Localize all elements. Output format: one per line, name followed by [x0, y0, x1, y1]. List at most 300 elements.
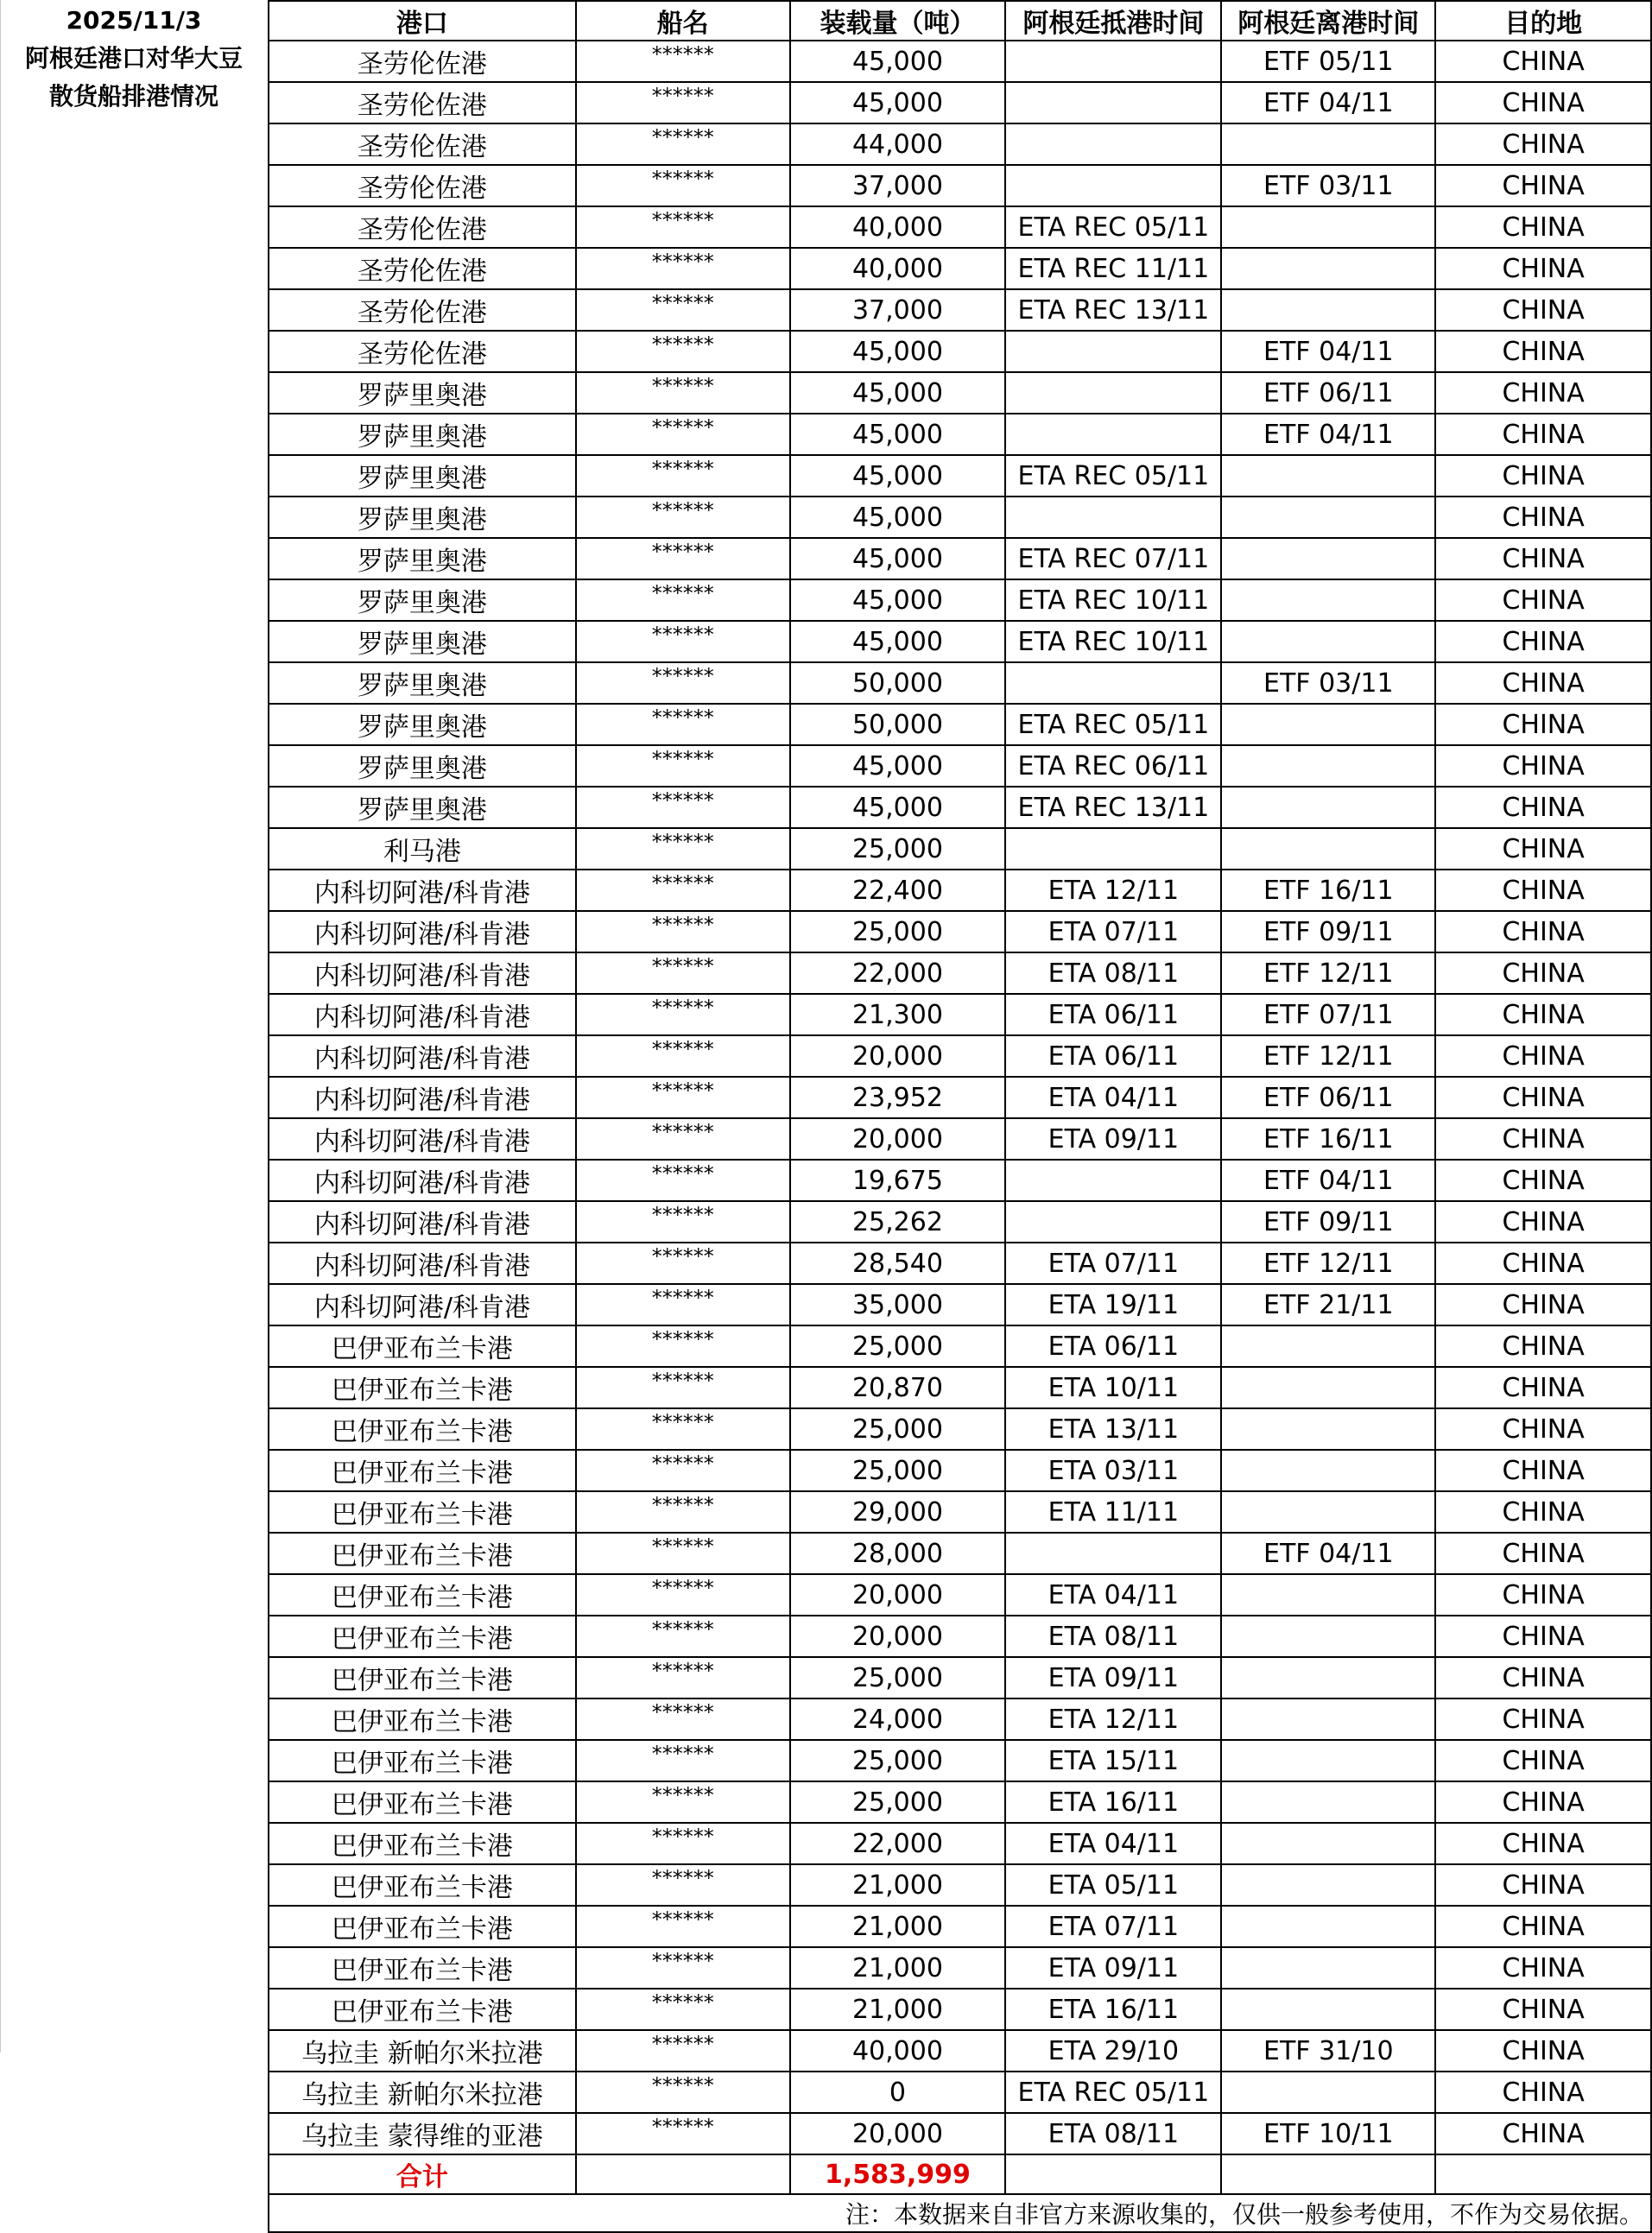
port-cell: 罗萨里奥港 — [269, 745, 576, 787]
ship-cell: ****** — [576, 579, 790, 621]
arrive-cell: ETA 07/11 — [1005, 1906, 1221, 1947]
load-cell: 22,400 — [790, 870, 1006, 911]
depart-cell — [1221, 497, 1435, 538]
depart-cell — [1221, 206, 1435, 248]
depart-cell — [1221, 621, 1435, 662]
table-row — [269, 1698, 1651, 1740]
load-cell: 24,000 — [790, 1698, 1006, 1740]
port-cell: 巴伊亚布兰卡港 — [269, 1325, 576, 1367]
arrive-cell: ETA REC 13/11 — [1005, 787, 1221, 828]
table-row — [269, 1118, 1651, 1160]
ship-cell: ****** — [576, 1077, 790, 1118]
header-load: 装载量（吨） — [790, 1, 1006, 41]
port-cell: 内科切阿港/科肯港 — [269, 1077, 576, 1118]
ship-cell: ****** — [576, 1781, 790, 1823]
table-row — [269, 1947, 1651, 1989]
arrive-cell: ETA REC 06/11 — [1005, 745, 1221, 787]
depart-cell — [1221, 538, 1435, 579]
dest-cell: CHINA — [1435, 1616, 1651, 1657]
load-cell: 40,000 — [790, 2030, 1006, 2072]
ship-cell: ****** — [576, 1574, 790, 1616]
arrive-cell: ETA 13/11 — [1005, 1408, 1221, 1450]
arrive-cell: ETA REC 07/11 — [1005, 538, 1221, 579]
load-cell: 19,675 — [790, 1160, 1006, 1201]
load-cell: 20,000 — [790, 2113, 1006, 2154]
load-cell: 50,000 — [790, 704, 1006, 745]
depart-cell — [1221, 1906, 1435, 1947]
port-cell: 巴伊亚布兰卡港 — [269, 1823, 576, 1864]
port-cell: 圣劳伦佐港 — [269, 41, 576, 82]
arrive-cell: ETA 05/11 — [1005, 1864, 1221, 1906]
load-cell: 25,000 — [790, 1657, 1006, 1698]
load-cell: 40,000 — [790, 248, 1006, 289]
ship-cell: ****** — [576, 2030, 790, 2072]
depart-cell — [1221, 1616, 1435, 1657]
table-row — [269, 1989, 1651, 2030]
ship-cell: ****** — [576, 745, 790, 787]
arrive-cell — [1005, 1201, 1221, 1243]
dest-cell: CHINA — [1435, 1243, 1651, 1284]
ship-cell: ****** — [576, 165, 790, 206]
port-cell: 巴伊亚布兰卡港 — [269, 1450, 576, 1491]
ship-cell: ****** — [576, 1864, 790, 1906]
depart-cell: ETF 03/11 — [1221, 165, 1435, 206]
load-cell: 45,000 — [790, 745, 1006, 787]
table-row — [269, 2113, 1651, 2154]
depart-cell — [1221, 1657, 1435, 1698]
ship-cell: ****** — [576, 1243, 790, 1284]
load-cell: 25,000 — [790, 911, 1006, 952]
arrive-cell — [1005, 1160, 1221, 1201]
port-cell: 罗萨里奥港 — [269, 662, 576, 704]
arrive-cell: ETA 04/11 — [1005, 1077, 1221, 1118]
arrive-cell — [1005, 123, 1221, 165]
arrive-cell: ETA 09/11 — [1005, 1118, 1221, 1160]
ship-cell: ****** — [576, 248, 790, 289]
load-cell: 45,000 — [790, 538, 1006, 579]
arrive-cell — [1005, 331, 1221, 372]
depart-cell: ETF 16/11 — [1221, 1118, 1435, 1160]
report-date: 2025/11/3 — [66, 6, 202, 35]
dest-cell: CHINA — [1435, 1698, 1651, 1740]
table-row — [269, 1284, 1651, 1325]
port-cell: 罗萨里奥港 — [269, 497, 576, 538]
ship-cell: ****** — [576, 1201, 790, 1243]
depart-cell: ETF 12/11 — [1221, 1035, 1435, 1077]
depart-cell — [1221, 787, 1435, 828]
dest-cell: CHINA — [1435, 1781, 1651, 1823]
dest-cell: CHINA — [1435, 1574, 1651, 1616]
port-cell: 罗萨里奥港 — [269, 455, 576, 497]
ship-cell: ****** — [576, 1947, 790, 1989]
load-cell: 21,000 — [790, 1947, 1006, 1989]
table-row — [269, 123, 1651, 165]
table-row — [269, 1657, 1651, 1698]
depart-cell: ETF 09/11 — [1221, 911, 1435, 952]
depart-cell — [1221, 1864, 1435, 1906]
dest-cell: CHINA — [1435, 579, 1651, 621]
depart-cell: ETF 10/11 — [1221, 2113, 1435, 2154]
arrive-cell: ETA 19/11 — [1005, 1284, 1221, 1325]
depart-cell: ETF 31/10 — [1221, 2030, 1435, 2072]
table-row — [269, 1325, 1651, 1367]
depart-cell — [1221, 455, 1435, 497]
depart-cell — [1221, 1781, 1435, 1823]
table-row — [269, 372, 1651, 414]
dest-cell: CHINA — [1435, 538, 1651, 579]
table-row — [269, 248, 1651, 289]
arrive-cell: ETA 10/11 — [1005, 1367, 1221, 1408]
port-cell: 巴伊亚布兰卡港 — [269, 1533, 576, 1574]
table-row — [269, 579, 1651, 621]
load-cell: 25,000 — [790, 1740, 1006, 1781]
table-row — [269, 1864, 1651, 1906]
ship-cell: ****** — [576, 828, 790, 870]
depart-cell: ETF 04/11 — [1221, 82, 1435, 123]
ship-cell: ****** — [576, 331, 790, 372]
table-row — [269, 1201, 1651, 1243]
depart-cell — [1221, 1367, 1435, 1408]
load-cell: 0 — [790, 2072, 1006, 2113]
total-row — [269, 2154, 1651, 2194]
table-row — [269, 1906, 1651, 1947]
port-cell: 内科切阿港/科肯港 — [269, 1243, 576, 1284]
dest-cell: CHINA — [1435, 497, 1651, 538]
arrive-cell: ETA 07/11 — [1005, 911, 1221, 952]
dest-cell: CHINA — [1435, 1450, 1651, 1491]
port-cell: 巴伊亚布兰卡港 — [269, 1864, 576, 1906]
depart-cell: ETF 12/11 — [1221, 1243, 1435, 1284]
arrive-cell: ETA 06/11 — [1005, 1325, 1221, 1367]
arrive-cell — [1005, 82, 1221, 123]
table-row — [269, 1781, 1651, 1823]
load-cell: 20,000 — [790, 1616, 1006, 1657]
arrive-cell — [1005, 414, 1221, 455]
arrive-cell: ETA 09/11 — [1005, 1947, 1221, 1989]
dest-cell: CHINA — [1435, 662, 1651, 704]
arrive-cell: ETA 12/11 — [1005, 870, 1221, 911]
load-cell: 21,000 — [790, 1864, 1006, 1906]
ship-cell: ****** — [576, 1450, 790, 1491]
load-cell: 20,870 — [790, 1367, 1006, 1408]
dest-cell: CHINA — [1435, 1864, 1651, 1906]
load-cell: 45,000 — [790, 82, 1006, 123]
port-cell: 圣劳伦佐港 — [269, 248, 576, 289]
dest-cell: CHINA — [1435, 1491, 1651, 1533]
table-row — [269, 1035, 1651, 1077]
load-cell: 25,262 — [790, 1201, 1006, 1243]
table-row — [269, 2030, 1651, 2072]
port-cell: 巴伊亚布兰卡港 — [269, 1906, 576, 1947]
arrive-cell: ETA REC 10/11 — [1005, 579, 1221, 621]
port-cell: 圣劳伦佐港 — [269, 123, 576, 165]
port-cell: 巴伊亚布兰卡港 — [269, 1947, 576, 1989]
table-row — [269, 1367, 1651, 1408]
table-row — [269, 828, 1651, 870]
depart-cell — [1221, 1408, 1435, 1450]
arrive-cell: ETA 29/10 — [1005, 2030, 1221, 2072]
table-row — [269, 455, 1651, 497]
port-cell: 罗萨里奥港 — [269, 414, 576, 455]
dest-cell: CHINA — [1435, 1989, 1651, 2030]
dest-cell: CHINA — [1435, 248, 1651, 289]
port-cell: 圣劳伦佐港 — [269, 289, 576, 331]
port-cell: 内科切阿港/科肯港 — [269, 870, 576, 911]
ship-cell: ****** — [576, 455, 790, 497]
dest-cell: CHINA — [1435, 1367, 1651, 1408]
table-row — [269, 911, 1651, 952]
total-label: 合计 — [269, 2154, 576, 2194]
table-row — [269, 289, 1651, 331]
ship-cell: ****** — [576, 1284, 790, 1325]
total-value: 1,583,999 — [790, 2154, 1006, 2194]
arrive-cell: ETA 06/11 — [1005, 994, 1221, 1035]
port-cell: 乌拉圭 新帕尔米拉港 — [269, 2030, 576, 2072]
total-empty-ship — [576, 2154, 790, 2194]
depart-cell — [1221, 123, 1435, 165]
dest-cell: CHINA — [1435, 123, 1651, 165]
depart-cell: ETF 16/11 — [1221, 870, 1435, 911]
arrive-cell: ETA REC 10/11 — [1005, 621, 1221, 662]
arrive-cell — [1005, 497, 1221, 538]
port-cell: 巴伊亚布兰卡港 — [269, 1616, 576, 1657]
dest-cell: CHINA — [1435, 206, 1651, 248]
ship-cell: ****** — [576, 123, 790, 165]
port-cell: 乌拉圭 蒙得维的亚港 — [269, 2113, 576, 2154]
dest-cell: CHINA — [1435, 1657, 1651, 1698]
dest-cell: CHINA — [1435, 1077, 1651, 1118]
header-row — [269, 1, 1651, 41]
table-row — [269, 704, 1651, 745]
ship-cell: ****** — [576, 497, 790, 538]
arrive-cell — [1005, 41, 1221, 82]
port-cell: 巴伊亚布兰卡港 — [269, 1491, 576, 1533]
total-empty-arrive — [1005, 2154, 1221, 2194]
load-cell: 40,000 — [790, 206, 1006, 248]
table-row — [269, 165, 1651, 206]
ship-cell: ****** — [576, 1035, 790, 1077]
disclaimer-note: 注：本数据来自非官方来源收集的，仅供一般参考使用，不作为交易依据。 — [269, 2194, 1651, 2232]
load-cell: 23,952 — [790, 1077, 1006, 1118]
arrive-cell — [1005, 662, 1221, 704]
load-cell: 25,000 — [790, 828, 1006, 870]
load-cell: 37,000 — [790, 289, 1006, 331]
table-row — [269, 1450, 1651, 1491]
port-cell: 罗萨里奥港 — [269, 372, 576, 414]
arrive-cell: ETA 08/11 — [1005, 2113, 1221, 2154]
ship-cell: ****** — [576, 1698, 790, 1740]
table-row — [269, 621, 1651, 662]
arrive-cell: ETA REC 05/11 — [1005, 2072, 1221, 2113]
dest-cell: CHINA — [1435, 331, 1651, 372]
ship-cell: ****** — [576, 538, 790, 579]
depart-cell: ETF 12/11 — [1221, 952, 1435, 994]
shipping-table — [268, 0, 1652, 2233]
arrive-cell: ETA 15/11 — [1005, 1740, 1221, 1781]
load-cell: 45,000 — [790, 621, 1006, 662]
table-row — [269, 82, 1651, 123]
ship-cell: ****** — [576, 2113, 790, 2154]
arrive-cell: ETA 04/11 — [1005, 1823, 1221, 1864]
title-block — [0, 0, 268, 123]
load-cell: 25,000 — [790, 1408, 1006, 1450]
dest-cell: CHINA — [1435, 1325, 1651, 1367]
depart-cell: ETF 09/11 — [1221, 1201, 1435, 1243]
load-cell: 45,000 — [790, 372, 1006, 414]
dest-cell: CHINA — [1435, 289, 1651, 331]
dest-cell: CHINA — [1435, 1035, 1651, 1077]
load-cell: 21,000 — [790, 1906, 1006, 1947]
arrive-cell — [1005, 828, 1221, 870]
ship-cell: ****** — [576, 1533, 790, 1574]
dest-cell: CHINA — [1435, 994, 1651, 1035]
dest-cell: CHINA — [1435, 870, 1651, 911]
depart-cell — [1221, 1574, 1435, 1616]
ship-cell: ****** — [576, 1906, 790, 1947]
ship-cell: ****** — [576, 1367, 790, 1408]
load-cell: 28,540 — [790, 1243, 1006, 1284]
ship-cell: ****** — [576, 621, 790, 662]
port-cell: 罗萨里奥港 — [269, 538, 576, 579]
load-cell: 20,000 — [790, 1574, 1006, 1616]
table-row — [269, 870, 1651, 911]
header-dest: 目的地 — [1435, 1, 1651, 41]
total-empty-dest — [1435, 2154, 1651, 2194]
load-cell: 22,000 — [790, 1823, 1006, 1864]
ship-cell: ****** — [576, 2072, 790, 2113]
ship-cell: ****** — [576, 82, 790, 123]
dest-cell: CHINA — [1435, 1740, 1651, 1781]
port-cell: 内科切阿港/科肯港 — [269, 1160, 576, 1201]
dest-cell: CHINA — [1435, 828, 1651, 870]
arrive-cell: ETA 09/11 — [1005, 1657, 1221, 1698]
arrive-cell — [1005, 372, 1221, 414]
arrive-cell: ETA 08/11 — [1005, 1616, 1221, 1657]
header-port: 港口 — [269, 1, 576, 41]
ship-cell: ****** — [576, 787, 790, 828]
table-row — [269, 1740, 1651, 1781]
port-cell: 内科切阿港/科肯港 — [269, 1035, 576, 1077]
load-cell: 20,000 — [790, 1118, 1006, 1160]
ship-cell: ****** — [576, 289, 790, 331]
load-cell: 35,000 — [790, 1284, 1006, 1325]
header-ship: 船名 — [576, 1, 790, 41]
table-row — [269, 1533, 1651, 1574]
table-row — [269, 994, 1651, 1035]
port-cell: 罗萨里奥港 — [269, 704, 576, 745]
table-row — [269, 206, 1651, 248]
dest-cell: CHINA — [1435, 414, 1651, 455]
port-cell: 巴伊亚布兰卡港 — [269, 1781, 576, 1823]
arrive-cell: ETA 16/11 — [1005, 1781, 1221, 1823]
table-row — [269, 1823, 1651, 1864]
note-row — [269, 2194, 1651, 2232]
port-cell: 罗萨里奥港 — [269, 621, 576, 662]
load-cell: 21,300 — [790, 994, 1006, 1035]
ship-cell: ****** — [576, 1491, 790, 1533]
dest-cell: CHINA — [1435, 2072, 1651, 2113]
arrive-cell — [1005, 165, 1221, 206]
dest-cell: CHINA — [1435, 1118, 1651, 1160]
arrive-cell: ETA 03/11 — [1005, 1450, 1221, 1491]
load-cell: 45,000 — [790, 331, 1006, 372]
dest-cell: CHINA — [1435, 621, 1651, 662]
ship-cell: ****** — [576, 414, 790, 455]
depart-cell: ETF 04/11 — [1221, 1533, 1435, 1574]
ship-cell: ****** — [576, 662, 790, 704]
ship-cell: ****** — [576, 1118, 790, 1160]
load-cell: 29,000 — [790, 1491, 1006, 1533]
ship-cell: ****** — [576, 704, 790, 745]
arrive-cell: ETA 04/11 — [1005, 1574, 1221, 1616]
depart-cell: ETF 07/11 — [1221, 994, 1435, 1035]
load-cell: 28,000 — [790, 1533, 1006, 1574]
load-cell: 25,000 — [790, 1450, 1006, 1491]
ship-cell: ****** — [576, 1616, 790, 1657]
depart-cell: ETF 21/11 — [1221, 1284, 1435, 1325]
load-cell: 25,000 — [790, 1781, 1006, 1823]
depart-cell: ETF 06/11 — [1221, 1077, 1435, 1118]
table-row — [269, 1160, 1651, 1201]
load-cell: 22,000 — [790, 952, 1006, 994]
port-cell: 利马港 — [269, 828, 576, 870]
arrive-cell: ETA REC 11/11 — [1005, 248, 1221, 289]
dest-cell: CHINA — [1435, 787, 1651, 828]
port-cell: 圣劳伦佐港 — [269, 331, 576, 372]
ship-cell: ****** — [576, 911, 790, 952]
load-cell: 45,000 — [790, 579, 1006, 621]
load-cell: 45,000 — [790, 497, 1006, 538]
depart-cell — [1221, 2072, 1435, 2113]
load-cell: 50,000 — [790, 662, 1006, 704]
dest-cell: CHINA — [1435, 82, 1651, 123]
dest-cell: CHINA — [1435, 1160, 1651, 1201]
dest-cell: CHINA — [1435, 1823, 1651, 1864]
depart-cell: ETF 06/11 — [1221, 372, 1435, 414]
arrive-cell: ETA 11/11 — [1005, 1491, 1221, 1533]
table-row — [269, 952, 1651, 994]
load-cell: 45,000 — [790, 41, 1006, 82]
load-cell: 20,000 — [790, 1035, 1006, 1077]
left-border — [0, 0, 1, 2053]
table-row — [269, 331, 1651, 372]
port-cell: 内科切阿港/科肯港 — [269, 1284, 576, 1325]
dest-cell: CHINA — [1435, 745, 1651, 787]
depart-cell: ETF 05/11 — [1221, 41, 1435, 82]
table-row — [269, 1077, 1651, 1118]
load-cell: 45,000 — [790, 787, 1006, 828]
arrive-cell: ETA REC 05/11 — [1005, 455, 1221, 497]
table-row — [269, 538, 1651, 579]
table-row — [269, 662, 1651, 704]
table-row — [269, 1616, 1651, 1657]
table-row — [269, 1408, 1651, 1450]
port-cell: 内科切阿港/科肯港 — [269, 1118, 576, 1160]
arrive-cell: ETA 16/11 — [1005, 1989, 1221, 2030]
header-depart: 阿根廷离港时间 — [1221, 1, 1435, 41]
port-cell: 罗萨里奥港 — [269, 579, 576, 621]
port-cell: 内科切阿港/科肯港 — [269, 1201, 576, 1243]
ship-cell: ****** — [576, 1740, 790, 1781]
depart-cell — [1221, 745, 1435, 787]
depart-cell — [1221, 1491, 1435, 1533]
ship-cell: ****** — [576, 1989, 790, 2030]
depart-cell — [1221, 704, 1435, 745]
table-row — [269, 1243, 1651, 1284]
depart-cell: ETF 04/11 — [1221, 414, 1435, 455]
port-cell: 内科切阿港/科肯港 — [269, 994, 576, 1035]
table-row — [269, 41, 1651, 82]
